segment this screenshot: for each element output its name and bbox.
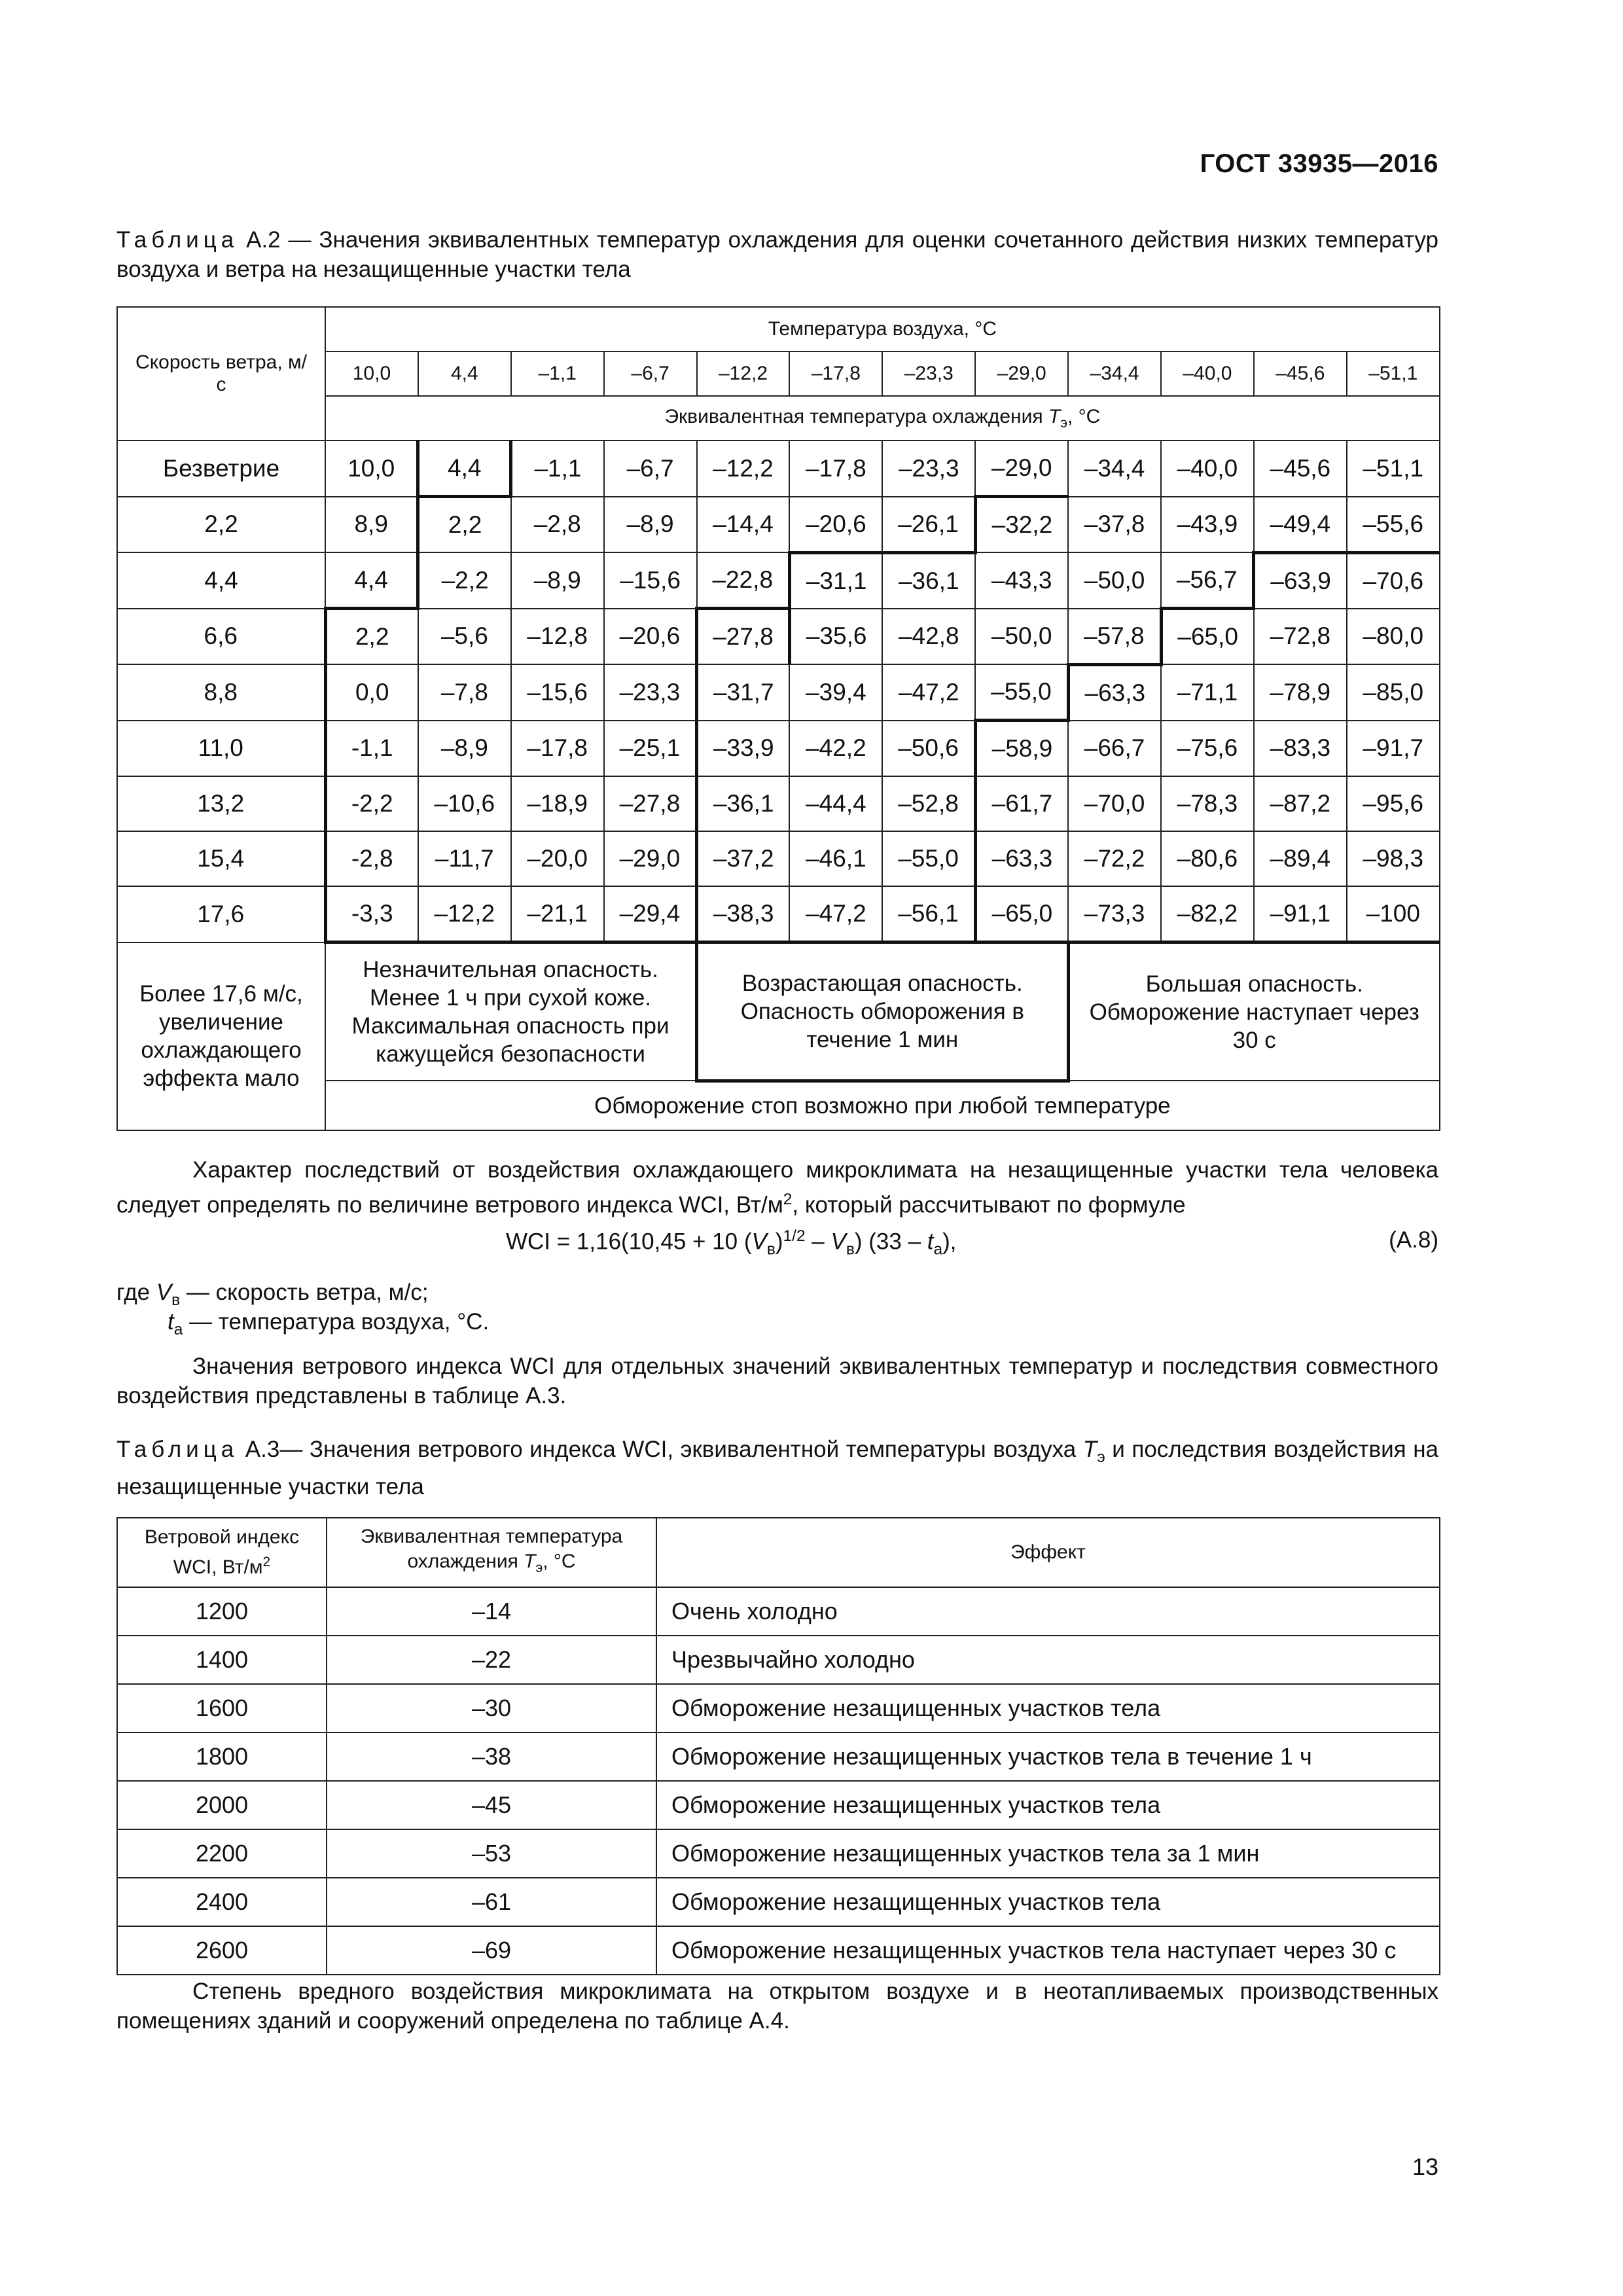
wind-speed-cell: 17,6 bbox=[117, 886, 325, 942]
wind-speed-cell: 13,2 bbox=[117, 776, 325, 831]
equiv-temp-cell: –80,6 bbox=[1161, 831, 1254, 886]
air-temp-col: –6,7 bbox=[604, 351, 697, 396]
wind-speed-cell: 6,6 bbox=[117, 609, 325, 665]
equiv-temp-cell: –6,7 bbox=[604, 440, 697, 497]
wci-header: Ветровой индекс WCI, $Вт/м^2$ bbox=[117, 1518, 327, 1587]
equiv-temp-cell: –55,0 bbox=[975, 664, 1068, 721]
equiv-temp-cell: –78,3 bbox=[1161, 776, 1254, 831]
equiv-temp-cell: –100 bbox=[1347, 886, 1440, 942]
equiv-temp-cell: –38 bbox=[327, 1732, 656, 1781]
feet-frostbite-note: Обморожение стоп возможно при любой температуре bbox=[325, 1081, 1440, 1130]
equiv-temp-cell: –85,0 bbox=[1347, 664, 1440, 721]
equiv-temp-cell: –14,4 bbox=[697, 497, 790, 553]
equiv-temp-cell: –27,8 bbox=[604, 776, 697, 831]
equiv-temp-cell: –43,9 bbox=[1161, 497, 1254, 553]
equiv-temp-cell: –61 bbox=[327, 1878, 656, 1926]
equiv-temp-cell: –18,9 bbox=[511, 776, 604, 831]
table-row bbox=[117, 1732, 1440, 1781]
equiv-temp-cell: –22 bbox=[327, 1636, 656, 1684]
equiv-temp-cell: -2,2 bbox=[325, 776, 418, 831]
equiv-temp-cell: –10,6 bbox=[418, 776, 511, 831]
table-row bbox=[117, 1781, 1440, 1829]
equiv-temp-cell: 8,9 bbox=[325, 497, 418, 553]
table-a3 bbox=[116, 1517, 1440, 1975]
equiv-temp-cell: –34,4 bbox=[1068, 440, 1161, 497]
table-row bbox=[117, 497, 1440, 553]
table-row bbox=[117, 1878, 1440, 1926]
equiv-temp-cell: –78,9 bbox=[1254, 664, 1347, 721]
equiv-temp-cell: –35,6 bbox=[789, 609, 882, 665]
air-temp-col: 4,4 bbox=[418, 351, 511, 396]
equiv-temp-cell: -1,1 bbox=[325, 721, 418, 777]
equiv-temp-cell: –51,1 bbox=[1347, 440, 1440, 497]
equiv-temp-cell: –63,3 bbox=[975, 831, 1068, 886]
equiv-temp-col-header: Эквивалентная температура охлаждения $T_э$, °С bbox=[327, 1518, 656, 1587]
equiv-temp-cell: –65,0 bbox=[1161, 609, 1254, 665]
effect-cell: Чрезвычайно холодно bbox=[656, 1636, 1440, 1684]
caption-label: Таблица bbox=[116, 227, 239, 253]
table-row bbox=[117, 831, 1440, 886]
page-number: 13 bbox=[1412, 2153, 1438, 2180]
table-row bbox=[117, 1636, 1440, 1684]
equiv-temp-cell: –47,2 bbox=[789, 886, 882, 942]
wci-cell: 1600 bbox=[117, 1684, 327, 1732]
equiv-temp-cell: –56,7 bbox=[1161, 552, 1254, 609]
equiv-temp-cell: –56,1 bbox=[882, 886, 975, 942]
paragraph-table-a3-ref: Значения ветрового индекса WCI для отдельных значений эквивалентных температур и последствия совместного воздействия представлены в таблице А.3. bbox=[116, 1354, 1438, 1408]
equiv-temp-cell: –82,2 bbox=[1161, 886, 1254, 942]
equiv-temp-cell: –26,1 bbox=[882, 497, 975, 553]
air-temp-col: –29,0 bbox=[975, 351, 1068, 396]
zone-low-danger: Незначительная опасность. Менее 1 ч при сухой коже. Максимальная опасность при кажущейся безопасности bbox=[325, 942, 697, 1081]
effect-header: Эффект bbox=[656, 1518, 1440, 1587]
table-row bbox=[117, 440, 1440, 497]
equiv-temp-cell: –1,1 bbox=[511, 440, 604, 497]
equiv-temp-cell: –52,8 bbox=[882, 776, 975, 831]
air-temp-col: –51,1 bbox=[1347, 351, 1440, 396]
equiv-temp-cell: –27,8 bbox=[697, 609, 790, 665]
equiv-temp-cell: –55,6 bbox=[1347, 497, 1440, 553]
equiv-temp-cell: –20,6 bbox=[604, 609, 697, 665]
equiv-temp-cell: –40,0 bbox=[1161, 440, 1254, 497]
equiv-temp-cell: –14 bbox=[327, 1587, 656, 1636]
zone-high-danger: Большая опасность. Обморожение наступает через 30 с bbox=[1068, 942, 1440, 1081]
document-header: ГОСТ 33935—2016 bbox=[1200, 149, 1438, 178]
equiv-temp-cell: –37,2 bbox=[697, 831, 790, 886]
equiv-temp-cell: –61,7 bbox=[975, 776, 1068, 831]
equiv-temp-cell: –7,8 bbox=[418, 664, 511, 721]
equiv-temp-cell: –42,8 bbox=[882, 609, 975, 665]
wci-cell: 2000 bbox=[117, 1781, 327, 1829]
equiv-temp-cell: –57,8 bbox=[1068, 609, 1161, 665]
air-temp-header: Температура воздуха, °С bbox=[325, 307, 1440, 351]
equiv-temp-cell: –32,2 bbox=[975, 497, 1068, 553]
equiv-temp-cell: –89,4 bbox=[1254, 831, 1347, 886]
wind-speed-cell: 11,0 bbox=[117, 721, 325, 777]
paragraph-table-a4-ref: Степень вредного воздействия микроклимата на открытом воздухе и в неотапливаемых производственных помещениях зданий и сооружений определена по таблице А.4. bbox=[116, 1979, 1438, 2034]
wind-speed-cell: 2,2 bbox=[117, 497, 325, 553]
wci-cell: 2400 bbox=[117, 1878, 327, 1926]
equiv-temp-cell: –44,4 bbox=[789, 776, 882, 831]
equiv-temp-cell: –66,7 bbox=[1068, 721, 1161, 777]
equiv-temp-cell: –69 bbox=[327, 1926, 656, 1975]
equiv-temp-cell: –31,1 bbox=[789, 552, 882, 609]
equiv-temp-cell: –65,0 bbox=[975, 886, 1068, 942]
table-row bbox=[117, 664, 1440, 721]
equiv-temp-cell: –46,1 bbox=[789, 831, 882, 886]
equiv-temp-cell: –12,2 bbox=[418, 886, 511, 942]
air-temp-col: –34,4 bbox=[1068, 351, 1161, 396]
wind-speed-cell: 15,4 bbox=[117, 831, 325, 886]
table-row bbox=[117, 886, 1440, 942]
equiv-temp-cell: -3,3 bbox=[325, 886, 418, 942]
zone-increasing-danger: Возрастающая опасность. Опасность обморожения в течение 1 мин bbox=[697, 942, 1069, 1081]
equiv-temp-cell: 4,4 bbox=[418, 440, 511, 497]
equiv-temp-header: Эквивалентная температура охлаждения $T_э$, °С bbox=[325, 396, 1440, 440]
effect-cell: Обморожение незащищенных участков тела наступает через 30 с bbox=[656, 1926, 1440, 1975]
equiv-temp-cell: –75,6 bbox=[1161, 721, 1254, 777]
equiv-temp-cell: –29,4 bbox=[604, 886, 697, 942]
equiv-temp-cell: –50,6 bbox=[882, 721, 975, 777]
equiv-temp-cell: –2,8 bbox=[511, 497, 604, 553]
equiv-temp-cell: –45 bbox=[327, 1781, 656, 1829]
equiv-temp-cell: –43,3 bbox=[975, 552, 1068, 609]
effect-cell: Обморожение незащищенных участков тела bbox=[656, 1878, 1440, 1926]
formula-number: (А.8) bbox=[1389, 1227, 1438, 1253]
table-row bbox=[117, 1829, 1440, 1878]
wind-speed-cell: 8,8 bbox=[117, 664, 325, 721]
table-row bbox=[117, 776, 1440, 831]
equiv-temp-cell: –98,3 bbox=[1347, 831, 1440, 886]
equiv-temp-cell: –42,2 bbox=[789, 721, 882, 777]
effect-cell: Обморожение незащищенных участков тела bbox=[656, 1684, 1440, 1732]
equiv-temp-cell: –12,8 bbox=[511, 609, 604, 665]
air-temp-col: –17,8 bbox=[789, 351, 882, 396]
air-temp-col: –23,3 bbox=[882, 351, 975, 396]
table-a2 bbox=[116, 306, 1440, 1131]
equiv-temp-cell: –53 bbox=[327, 1829, 656, 1878]
equiv-temp-cell: –80,0 bbox=[1347, 609, 1440, 665]
equiv-temp-cell: –11,7 bbox=[418, 831, 511, 886]
table-a3-caption: Таблица А.3— Значения ветрового индекса WCI, эквивалентной температуры воздуха $T_э$ и последствия воздействия на незащищенные участки тела bbox=[116, 1437, 1438, 1499]
wci-cell: 2200 bbox=[117, 1829, 327, 1878]
wind-speed-cell: 4,4 bbox=[117, 552, 325, 609]
equiv-temp-cell: –21,1 bbox=[511, 886, 604, 942]
equiv-temp-cell: –20,6 bbox=[789, 497, 882, 553]
air-temp-col: –45,6 bbox=[1254, 351, 1347, 396]
air-temp-col: –12,2 bbox=[697, 351, 790, 396]
equiv-temp-cell: –70,6 bbox=[1347, 552, 1440, 609]
table-row bbox=[117, 1587, 1440, 1636]
equiv-temp-cell: –8,9 bbox=[604, 497, 697, 553]
equiv-temp-cell: –73,3 bbox=[1068, 886, 1161, 942]
equiv-temp-cell: –8,9 bbox=[511, 552, 604, 609]
equiv-temp-cell: –50,0 bbox=[975, 609, 1068, 665]
effect-cell: Обморожение незащищенных участков тела за 1 мин bbox=[656, 1829, 1440, 1878]
wci-cell: 1400 bbox=[117, 1636, 327, 1684]
table-row bbox=[117, 552, 1440, 609]
footer-wind-cell: Более 17,6 м/с, увеличение охлаждающего эффекта мало bbox=[117, 942, 325, 1130]
equiv-temp-cell: 0,0 bbox=[325, 664, 418, 721]
equiv-temp-cell: –58,9 bbox=[975, 721, 1068, 777]
equiv-temp-cell: –17,8 bbox=[789, 440, 882, 497]
effect-cell: Очень холодно bbox=[656, 1587, 1440, 1636]
table-row bbox=[117, 609, 1440, 665]
equiv-temp-cell: –70,0 bbox=[1068, 776, 1161, 831]
air-temp-col: –40,0 bbox=[1161, 351, 1254, 396]
effect-cell: Обморожение незащищенных участков тела в течение 1 ч bbox=[656, 1732, 1440, 1781]
equiv-temp-cell: –63,9 bbox=[1254, 552, 1347, 609]
wind-speed-header: Скорость ветра, м/с bbox=[117, 307, 325, 440]
equiv-temp-cell: –71,1 bbox=[1161, 664, 1254, 721]
equiv-temp-cell: –31,7 bbox=[697, 664, 790, 721]
equiv-temp-cell: 2,2 bbox=[418, 497, 511, 553]
equiv-temp-cell: –91,7 bbox=[1347, 721, 1440, 777]
equiv-temp-cell: –29,0 bbox=[975, 440, 1068, 497]
equiv-temp-cell: –22,8 bbox=[697, 552, 790, 609]
equiv-temp-cell: –38,3 bbox=[697, 886, 790, 942]
equiv-temp-cell: 10,0 bbox=[325, 440, 418, 497]
wci-cell: 1800 bbox=[117, 1732, 327, 1781]
equiv-temp-cell: 2,2 bbox=[325, 609, 418, 665]
equiv-temp-cell: –49,4 bbox=[1254, 497, 1347, 553]
equiv-temp-cell: –8,9 bbox=[418, 721, 511, 777]
air-temp-col: 10,0 bbox=[325, 351, 418, 396]
wci-cell: 2600 bbox=[117, 1926, 327, 1975]
equiv-temp-cell: –15,6 bbox=[511, 664, 604, 721]
equiv-temp-cell: –23,3 bbox=[604, 664, 697, 721]
equiv-temp-cell: –29,0 bbox=[604, 831, 697, 886]
equiv-temp-cell: –17,8 bbox=[511, 721, 604, 777]
equiv-temp-cell: –87,2 bbox=[1254, 776, 1347, 831]
equiv-temp-cell: –72,8 bbox=[1254, 609, 1347, 665]
equiv-temp-cell: –47,2 bbox=[882, 664, 975, 721]
equiv-temp-cell: –39,4 bbox=[789, 664, 882, 721]
effect-cell: Обморожение незащищенных участков тела bbox=[656, 1781, 1440, 1829]
definition-temp: $t_а$ — температура воздуха, °С. bbox=[168, 1309, 490, 1338]
equiv-temp-cell: –55,0 bbox=[882, 831, 975, 886]
equiv-temp-cell: –30 bbox=[327, 1684, 656, 1732]
equiv-temp-cell: –50,0 bbox=[1068, 552, 1161, 609]
equiv-temp-cell: –20,0 bbox=[511, 831, 604, 886]
equiv-temp-cell: –45,6 bbox=[1254, 440, 1347, 497]
equiv-temp-cell: –15,6 bbox=[604, 552, 697, 609]
equiv-temp-cell: –91,1 bbox=[1254, 886, 1347, 942]
equiv-temp-cell: –25,1 bbox=[604, 721, 697, 777]
equiv-temp-cell: –63,3 bbox=[1068, 664, 1161, 721]
equiv-temp-cell: –5,6 bbox=[418, 609, 511, 665]
equiv-temp-cell: –33,9 bbox=[697, 721, 790, 777]
wci-cell: 1200 bbox=[117, 1587, 327, 1636]
definition-wind: где $V_в$ — скорость ветра, м/с; bbox=[116, 1280, 429, 1309]
table-row bbox=[117, 1684, 1440, 1732]
wind-speed-cell: Безветрие bbox=[117, 440, 325, 497]
equiv-temp-cell: –95,6 bbox=[1347, 776, 1440, 831]
equiv-temp-cell: –12,2 bbox=[697, 440, 790, 497]
table-row bbox=[117, 721, 1440, 777]
paragraph-wci-intro: Характер последствий от воздействия охлаждающего микроклимата на незащищенные участки тела человека следует определять по величине ветрового индекса WCI, $Вт/м^2$, который рассчитывают по формуле bbox=[116, 1157, 1438, 1218]
equiv-temp-cell: 4,4 bbox=[325, 552, 418, 609]
equiv-temp-cell: –36,1 bbox=[697, 776, 790, 831]
equiv-temp-cell: -2,8 bbox=[325, 831, 418, 886]
equiv-temp-cell: –23,3 bbox=[882, 440, 975, 497]
equiv-temp-cell: –2,2 bbox=[418, 552, 511, 609]
formula-a8: WCI = 1,16(10,45 + 10 $(V_в)^{1/2} - V_в$) $(33 - t_а)$, bbox=[506, 1227, 957, 1259]
equiv-temp-cell: –83,3 bbox=[1254, 721, 1347, 777]
equiv-temp-cell: –72,2 bbox=[1068, 831, 1161, 886]
equiv-temp-cell: –36,1 bbox=[882, 552, 975, 609]
air-temp-col: –1,1 bbox=[511, 351, 604, 396]
table-a2-caption: Таблица А.2 — Значения эквивалентных температур охлаждения для оценки сочетанного действия низких температур воздуха и ветра на незащищенные участки тела bbox=[116, 227, 1438, 282]
table-row bbox=[117, 1926, 1440, 1975]
equiv-temp-cell: –37,8 bbox=[1068, 497, 1161, 553]
